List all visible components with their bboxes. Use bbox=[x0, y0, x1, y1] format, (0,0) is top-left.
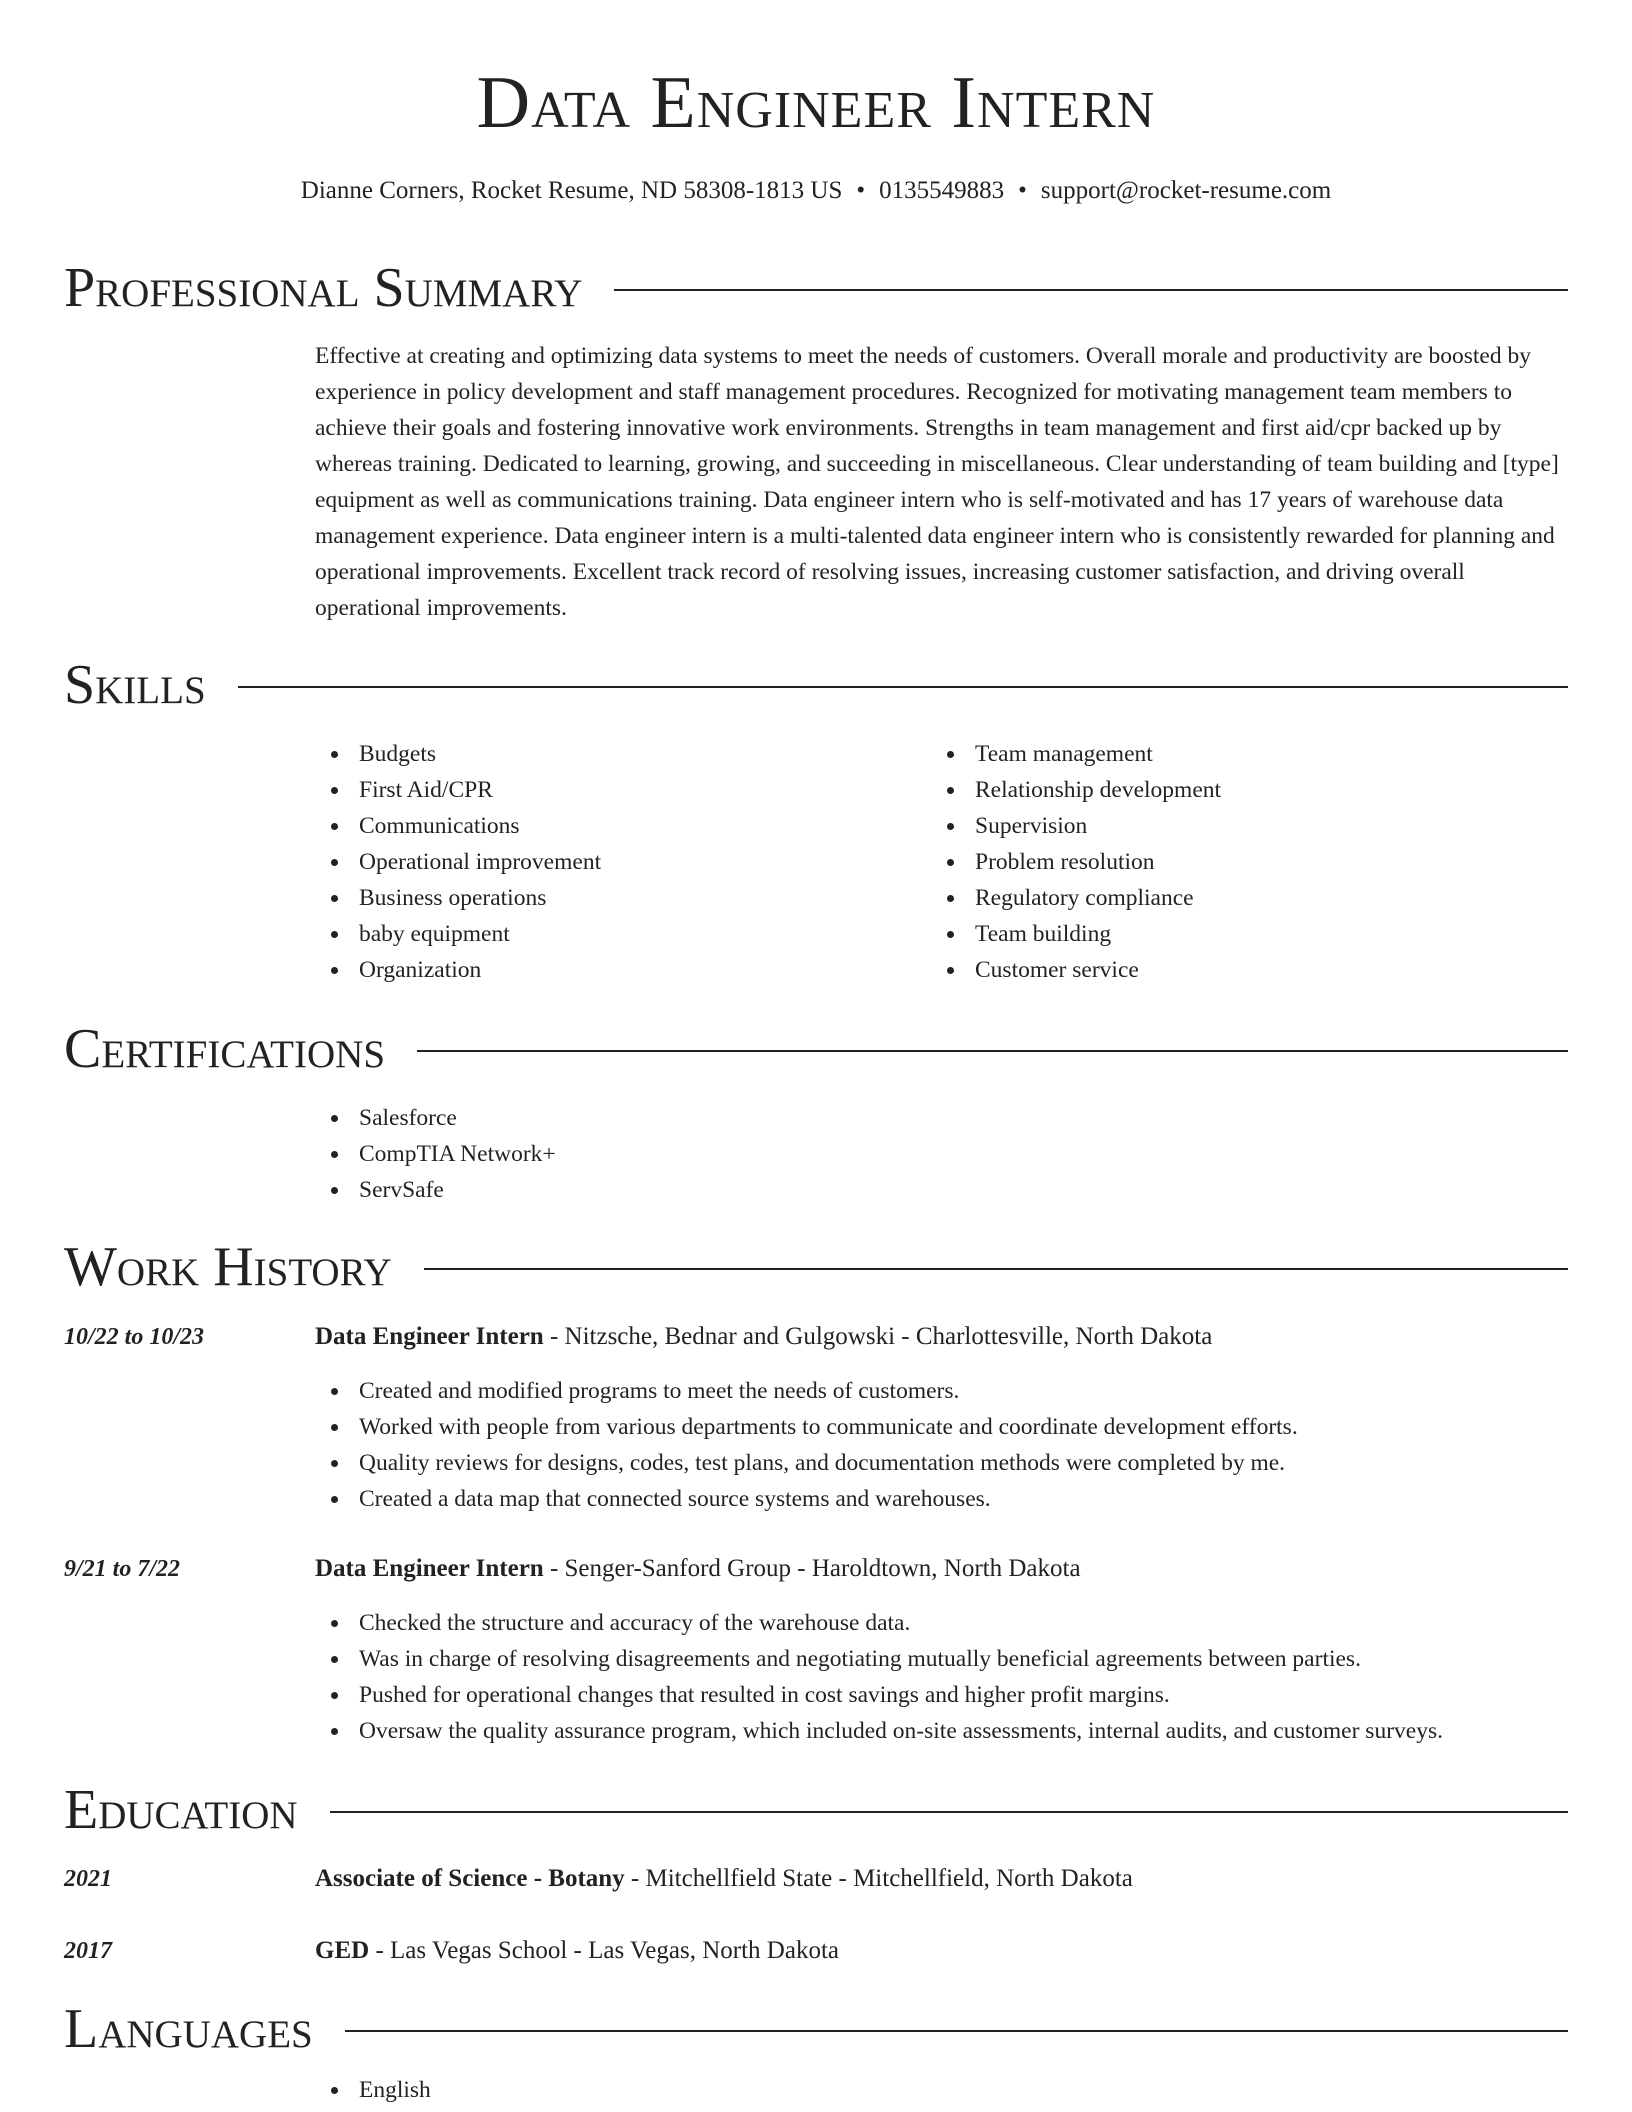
list-item bbox=[315, 1409, 1298, 1445]
resume-title: Data Engineer Intern bbox=[476, 62, 1156, 144]
education-year: 2021 bbox=[64, 1866, 112, 1892]
bullet-icon bbox=[331, 2087, 338, 2094]
bullet-icon bbox=[331, 967, 338, 974]
bullet-icon bbox=[331, 751, 338, 758]
skill-text: Relationship development bbox=[975, 777, 1222, 803]
job-dates: 10/22 to 10/23 bbox=[64, 1324, 205, 1350]
section-heading: Professional Summary bbox=[64, 257, 583, 319]
bullet-icon bbox=[331, 1620, 338, 1627]
job-bullet-text: Pushed for operational changes that resulted in cost savings and higher profit margins. bbox=[359, 1682, 1170, 1708]
list-item bbox=[315, 1445, 1298, 1481]
skill-text: Team management bbox=[975, 741, 1153, 767]
bullet-icon bbox=[947, 751, 954, 758]
education-entry bbox=[315, 1861, 1133, 1897]
contact-email: support@rocket-resume.com bbox=[1040, 177, 1332, 204]
section-rule bbox=[614, 289, 1568, 291]
section-heading: Certifications bbox=[64, 1018, 386, 1080]
job-bullets bbox=[315, 1605, 1443, 1749]
bullet-icon bbox=[331, 1388, 338, 1395]
list-item bbox=[315, 1677, 1443, 1713]
skills-list-right bbox=[931, 736, 1221, 988]
bullet-icon bbox=[947, 931, 954, 938]
bullet-icon bbox=[331, 1187, 338, 1194]
skill-text: Problem resolution bbox=[975, 849, 1155, 875]
section-heading: Languages bbox=[64, 1998, 313, 2060]
contact-phone: 0135549883 bbox=[879, 177, 1005, 204]
job-details: - Nitzsche, Bednar and Gulgowski - Charlottesville, North Dakota bbox=[543, 1323, 1213, 1350]
job-bullet-text: Worked with people from various departments to communicate and coordinate development efforts. bbox=[359, 1414, 1298, 1440]
job-bullet-text: Checked the structure and accuracy of the warehouse data. bbox=[359, 1610, 911, 1636]
skills-list-left bbox=[315, 736, 601, 988]
job-heading bbox=[315, 1551, 1081, 1587]
job-details: - Senger-Sanford Group - Haroldtown, North Dakota bbox=[543, 1555, 1081, 1582]
section-certifications bbox=[64, 1017, 1568, 1081]
summary-text: Effective at creating and optimizing data systems to meet the needs of customers. Overall morale and productivity are boosted by experience in policy development and staff management procedures. Recognized for motivating management team members to achieve their goals and fostering innovative work environments. Strengths in team management and first aid/cpr backed up by whereas training. Dedicated to learning, growing, and succeeding in miscellaneous. Clear understanding of team building and [type] equipment as well as communications training. Data engineer intern who is self-motivated and has 17 years of warehouse data management experience. Data engineer intern is a multi-talented data engineer intern who is consistently rewarded for planning and operational improvements. Excellent track record of resolving issues, increasing customer satisfaction, and driving overall operational improvements. bbox=[315, 343, 1559, 621]
list-item bbox=[315, 736, 601, 772]
skill-text: baby equipment bbox=[359, 921, 510, 947]
bullet-icon bbox=[331, 1460, 338, 1467]
education-details: - Mitchellfield State - Mitchellfield, North Dakota bbox=[624, 1865, 1133, 1892]
bullet-icon bbox=[331, 859, 338, 866]
section-languages bbox=[64, 1997, 1568, 2061]
skill-text: Supervision bbox=[975, 813, 1088, 839]
list-item bbox=[315, 916, 601, 952]
job-title: Data Engineer Intern bbox=[315, 1323, 544, 1350]
list-item bbox=[315, 880, 601, 916]
skill-text: First Aid/CPR bbox=[359, 777, 493, 803]
contact-line bbox=[0, 174, 1632, 208]
bullet-icon bbox=[947, 823, 954, 830]
bullet-icon bbox=[331, 1424, 338, 1431]
list-item bbox=[315, 1136, 556, 1172]
list-item bbox=[315, 1605, 1443, 1641]
list-item bbox=[315, 952, 601, 988]
bullet-icon bbox=[331, 1656, 338, 1663]
section-heading: Work History bbox=[64, 1236, 392, 1298]
contact-separator: • bbox=[856, 177, 866, 204]
language-text: English bbox=[359, 2077, 431, 2103]
bullet-icon bbox=[331, 787, 338, 794]
education-details: - Las Vegas School - Las Vegas, North Dakota bbox=[369, 1937, 839, 1964]
skill-text: Team building bbox=[975, 921, 1112, 947]
list-item bbox=[315, 2072, 431, 2108]
languages-list bbox=[315, 2072, 431, 2108]
list-item bbox=[931, 952, 1221, 988]
job-dates: 9/21 to 7/22 bbox=[64, 1556, 181, 1582]
list-item bbox=[315, 1481, 1298, 1517]
list-item bbox=[931, 772, 1221, 808]
section-rule bbox=[417, 1050, 1568, 1052]
bullet-icon bbox=[331, 1496, 338, 1503]
job-bullet-text: Created and modified programs to meet the needs of customers. bbox=[359, 1378, 960, 1404]
certifications-list bbox=[315, 1100, 556, 1208]
education-entry bbox=[315, 1933, 839, 1969]
job-title: Data Engineer Intern bbox=[315, 1555, 544, 1582]
bullet-icon bbox=[331, 931, 338, 938]
section-work-history bbox=[64, 1235, 1568, 1299]
education-degree: GED bbox=[315, 1937, 370, 1964]
job-bullet-text: Was in charge of resolving disagreements and negotiating mutually beneficial agreements between parties. bbox=[359, 1646, 1361, 1672]
list-item bbox=[931, 808, 1221, 844]
certification-text: CompTIA Network+ bbox=[359, 1141, 556, 1167]
bullet-icon bbox=[947, 895, 954, 902]
section-rule bbox=[345, 2030, 1568, 2032]
section-rule bbox=[424, 1268, 1568, 1270]
education-year: 2017 bbox=[64, 1938, 112, 1964]
section-professional-summary bbox=[64, 256, 1568, 320]
section-heading: Skills bbox=[64, 654, 206, 716]
job-bullets bbox=[315, 1373, 1298, 1517]
certification-text: ServSafe bbox=[359, 1177, 444, 1203]
skill-text: Communications bbox=[359, 813, 520, 839]
skill-text: Business operations bbox=[359, 885, 547, 911]
list-item bbox=[315, 1713, 1443, 1749]
list-item bbox=[931, 844, 1221, 880]
bullet-icon bbox=[331, 1692, 338, 1699]
contact-separator: • bbox=[1018, 177, 1027, 204]
bullet-icon bbox=[331, 1115, 338, 1122]
section-skills bbox=[64, 653, 1568, 717]
bullet-icon bbox=[947, 859, 954, 866]
list-item bbox=[931, 880, 1221, 916]
bullet-icon bbox=[331, 1728, 338, 1735]
bullet-icon bbox=[947, 967, 954, 974]
job-bullet-text: Created a data map that connected source systems and warehouses. bbox=[359, 1486, 991, 1512]
list-item bbox=[315, 808, 601, 844]
education-degree: Associate of Science - Botany bbox=[315, 1865, 625, 1892]
skill-text: Organization bbox=[359, 957, 482, 983]
contact-address: Dianne Corners, Rocket Resume, ND 58308-1813 US bbox=[300, 177, 843, 204]
list-item bbox=[315, 1100, 556, 1136]
section-rule bbox=[238, 686, 1568, 688]
skill-text: Operational improvement bbox=[359, 849, 602, 875]
list-item bbox=[931, 916, 1221, 952]
section-heading: Education bbox=[64, 1779, 298, 1841]
list-item bbox=[315, 1641, 1443, 1677]
bullet-icon bbox=[331, 895, 338, 902]
section-rule bbox=[330, 1811, 1568, 1813]
bullet-icon bbox=[331, 823, 338, 830]
bullet-icon bbox=[331, 1151, 338, 1158]
list-item bbox=[315, 1373, 1298, 1409]
job-heading bbox=[315, 1319, 1212, 1355]
list-item bbox=[931, 736, 1221, 772]
job-bullet-text: Oversaw the quality assurance program, which included on-site assessments, internal audits, and customer surveys. bbox=[359, 1718, 1443, 1744]
skill-text: Regulatory compliance bbox=[975, 885, 1194, 911]
bullet-icon bbox=[947, 787, 954, 794]
certification-text: Salesforce bbox=[359, 1105, 457, 1131]
skill-text: Customer service bbox=[975, 957, 1139, 983]
list-item bbox=[315, 1172, 556, 1208]
list-item bbox=[315, 772, 601, 808]
section-education bbox=[64, 1778, 1568, 1842]
skill-text: Budgets bbox=[359, 741, 437, 767]
list-item bbox=[315, 844, 601, 880]
job-bullet-text: Quality reviews for designs, codes, test plans, and documentation methods were completed by me. bbox=[359, 1450, 1286, 1476]
